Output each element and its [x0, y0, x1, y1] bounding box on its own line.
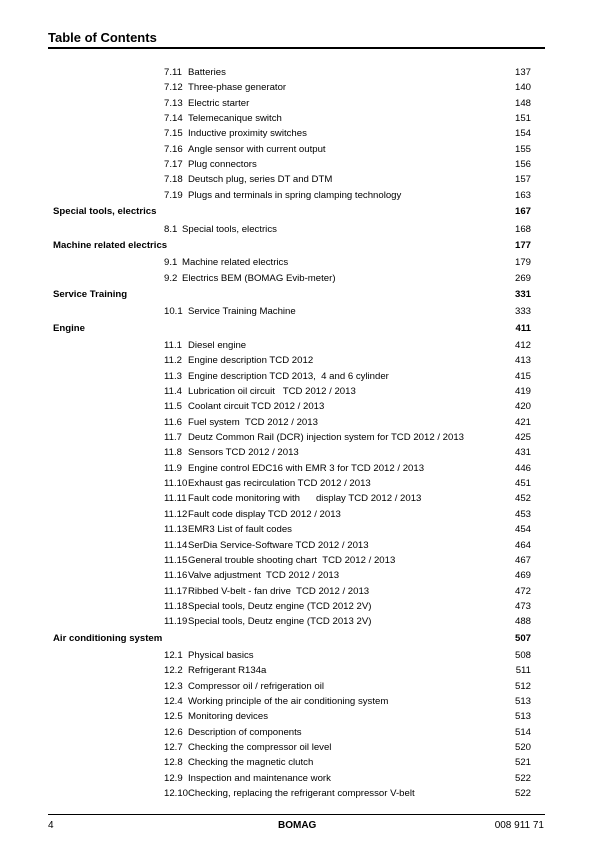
toc-entry-number: 12.1: [164, 649, 183, 661]
toc-page-number: 514: [514, 726, 531, 738]
toc-page-number: 469: [514, 570, 531, 582]
toc-section-title: Air conditioning system: [53, 632, 163, 644]
toc-entry-row: [0, 370, 604, 384]
toc-entry-row: [0, 787, 604, 801]
toc-entry-title: Valve adjustment TCD 2012 / 2013: [188, 570, 340, 582]
toc-entry-row: [0, 649, 604, 663]
toc-entry-number: 11.10: [164, 478, 188, 490]
toc-entry-number: 11.15: [164, 554, 188, 566]
toc-page-number: 488: [514, 616, 531, 628]
toc-page-number: 431: [514, 447, 531, 459]
toc-entry-title: Working principle of the air conditioning system: [188, 696, 389, 707]
toc-entry-number: 7.14: [164, 113, 183, 125]
toc-page-number: 269: [514, 272, 531, 284]
toc-entry-title: Ribbed V-belt - fan drive TCD 2012 / 2013: [188, 585, 370, 597]
toc-entry-title: Monitoring devices: [188, 711, 268, 723]
toc-entry-number: 12.9: [164, 772, 183, 784]
toc-entry-row: [0, 66, 604, 80]
toc-page-number: 155: [514, 143, 531, 155]
toc-page-number: 507: [514, 632, 531, 644]
toc-entry-row: [0, 305, 604, 319]
toc-entry-row: [0, 554, 604, 568]
toc-page-number: 333: [514, 306, 531, 318]
toc-page-number: 512: [514, 680, 531, 692]
toc-entry-number: 11.5: [164, 401, 182, 413]
toc-entry-row: [0, 695, 604, 709]
toc-page-number: 331: [514, 289, 531, 301]
toc-entry-row: [0, 726, 604, 740]
toc-page-number: 511: [515, 665, 531, 677]
toc-page-number: 148: [514, 97, 531, 109]
toc-section-row: [0, 239, 604, 253]
toc-entry-title: Exhaust gas recirculation TCD 2012 / 2013: [188, 478, 371, 490]
toc-entry-number: 7.11: [164, 67, 182, 78]
toc-entry-number: 7.17: [164, 159, 183, 171]
toc-entry-title: General trouble shooting chart TCD 2012 / 2013: [188, 554, 396, 566]
toc-entry-row: [0, 585, 604, 599]
toc-entry-title: Deutsch plug, series DT and DTM: [188, 174, 333, 186]
footer-doc-number: 008 911 71: [494, 820, 544, 831]
toc-entry-title: Plug connectors: [188, 159, 257, 171]
toc-entry-number: 7.13: [164, 97, 183, 109]
toc-entry-title: Fault code monitoring with display TCD 2012 / 2013: [188, 493, 422, 505]
toc-entry-row: [0, 400, 604, 414]
toc-page-number: 453: [514, 508, 531, 520]
toc-entry-number: 12.4: [164, 696, 183, 707]
toc-entry-row: [0, 615, 604, 629]
toc-section-title: Engine: [53, 322, 85, 334]
toc-entry-row: [0, 664, 604, 678]
toc-entry-title: Inspection and maintenance work: [188, 772, 331, 784]
toc-entry-number: 7.15: [164, 128, 183, 140]
toc-entry-row: [0, 431, 604, 445]
toc-entry-number: 11.6: [164, 416, 182, 428]
toc-entry-row: [0, 600, 604, 614]
toc-entry-row: [0, 272, 604, 286]
toc-page-number: 163: [514, 189, 531, 201]
toc-entry-number: 12.7: [164, 742, 183, 754]
toc-entry-number: 7.16: [164, 143, 183, 155]
toc-entry-title: Service Training Machine: [188, 306, 296, 318]
toc-entry-title: Engine control EDC16 with EMR 3 for TCD 2012 / 2013: [188, 462, 425, 474]
toc-entry-title: Inductive proximity switches: [188, 128, 307, 140]
toc-page-number: 140: [514, 82, 531, 94]
toc-page-number: 522: [514, 772, 531, 784]
toc-entry-row: [0, 756, 604, 770]
toc-page-number: 412: [514, 339, 531, 351]
toc-page-number: 137: [514, 67, 531, 78]
toc-entry-number: 11.1: [164, 339, 182, 351]
footer-brand: BOMAG: [278, 820, 317, 831]
toc-entry-row: [0, 354, 604, 368]
toc-entry-title: SerDia Service-Software TCD 2012 / 2013: [188, 539, 369, 551]
toc-page-number: 451: [514, 478, 531, 490]
toc-entry-row: [0, 385, 604, 399]
toc-entry-row: [0, 158, 604, 172]
toc-section-row: [0, 205, 604, 219]
toc-page-number: 420: [514, 401, 531, 413]
toc-page-number: 179: [514, 257, 531, 269]
toc-entry-row: [0, 462, 604, 476]
toc-section-row: [0, 322, 604, 336]
toc-entry-row: [0, 339, 604, 353]
toc-entry-title: Sensors TCD 2012 / 2013: [188, 447, 299, 459]
toc-entry-number: 11.8: [164, 447, 182, 459]
toc-entry-title: Special tools, electrics: [182, 223, 277, 235]
toc-entry-row: [0, 569, 604, 583]
toc-page-number: 167: [514, 206, 531, 218]
toc-entry-title: Checking, replacing the refrigerant compressor V-belt: [188, 788, 415, 800]
toc-page-number: 446: [514, 462, 531, 474]
page-title: Table of Contents: [48, 30, 157, 45]
toc-entry-title: Special tools, Deutz engine (TCD 2013 2V): [188, 616, 372, 628]
toc-entry-number: 11.9: [164, 462, 182, 474]
toc-entry-number: 7.19: [164, 189, 183, 201]
footer-rule: [48, 814, 545, 815]
toc-entry-number: 11.18: [164, 600, 188, 612]
toc-entry-row: [0, 710, 604, 724]
toc-entry-number: 11.13: [164, 524, 188, 536]
toc-entry-number: 12.8: [164, 757, 183, 769]
toc-entry-row: [0, 741, 604, 755]
toc-entry-row: [0, 112, 604, 126]
toc-page-number: 154: [514, 128, 531, 140]
toc-entry-row: [0, 97, 604, 111]
toc-section-row: [0, 288, 604, 302]
toc-entry-row: [0, 680, 604, 694]
toc-page-number: 472: [514, 585, 531, 597]
toc-entry-row: [0, 772, 604, 786]
toc-page-number: 454: [514, 524, 531, 536]
toc-entry-title: Description of components: [188, 726, 302, 738]
toc-entry-title: Diesel engine: [188, 339, 247, 351]
toc-page-number: 157: [514, 174, 531, 186]
toc-page-number: 415: [514, 370, 531, 382]
toc-entry-row: [0, 223, 604, 237]
toc-entry-number: 9.1: [164, 257, 178, 269]
toc-entry-title: Angle sensor with current output: [188, 143, 326, 155]
toc-entry-title: Machine related electrics: [182, 257, 289, 269]
toc-page-number: 421: [514, 416, 531, 428]
toc-page-number: 508: [514, 649, 531, 661]
toc-entry-row: [0, 416, 604, 430]
toc-section-title: Special tools, electrics: [53, 206, 157, 218]
toc-entry-title: Special tools, Deutz engine (TCD 2012 2V): [188, 600, 372, 612]
toc-entry-title: Lubrication oil circuit TCD 2012 / 2013: [188, 386, 356, 397]
toc-page-number: 521: [514, 757, 531, 769]
toc-page-number: 419: [514, 386, 531, 397]
toc-entry-title: Engine description TCD 2012: [188, 355, 314, 367]
toc-entry-number: 12.5: [164, 711, 183, 723]
toc-entry-number: 11.14: [164, 539, 188, 551]
toc-entry-title: Fuel system TCD 2012 / 2013: [188, 416, 318, 428]
toc-entry-title: Telemecanique switch: [188, 113, 282, 125]
toc-page-number: 522: [514, 788, 531, 800]
toc-entry-title: Refrigerant R134a: [188, 665, 267, 677]
toc-entry-title: Plugs and terminals in spring clamping technology: [188, 189, 402, 201]
toc-page-number: 151: [514, 113, 531, 125]
toc-page-number: 467: [514, 554, 531, 566]
toc-entry-row: [0, 173, 604, 187]
toc-entry-number: 11.11: [164, 493, 187, 505]
toc-entry-title: Electrics BEM (BOMAG Evib-meter): [182, 272, 336, 284]
toc-entry-title: Fault code display TCD 2012 / 2013: [188, 508, 341, 520]
toc-section-title: Machine related electrics: [53, 240, 168, 252]
toc-page-number: 413: [514, 355, 531, 367]
toc-section-row: [0, 632, 604, 646]
toc-entry-row: [0, 446, 604, 460]
toc-entry-number: 12.10: [164, 788, 189, 800]
toc-entry-title: Batteries: [188, 67, 226, 78]
toc-entry-row: [0, 523, 604, 537]
toc-entry-title: Three-phase generator: [188, 82, 287, 94]
toc-entry-title: Coolant circuit TCD 2012 / 2013: [188, 401, 325, 413]
toc-entry-number: 11.4: [164, 386, 182, 397]
toc-entry-title: EMR3 List of fault codes: [188, 524, 292, 536]
toc-page-number: 513: [514, 696, 531, 707]
toc-entry-title: Deutz Common Rail (DCR) injection system for TCD 2012 / 2013: [188, 432, 465, 444]
toc-entry-title: Checking the magnetic clutch: [188, 757, 314, 769]
toc-page-number: 513: [514, 711, 531, 723]
toc-entry-title: Electric starter: [188, 97, 250, 109]
toc-entry-number: 12.2: [164, 665, 183, 677]
toc-entry-row: [0, 256, 604, 270]
toc-section-title: Service Training: [53, 289, 128, 301]
toc-entry-number: 8.1: [164, 223, 178, 235]
toc-entry-number: 10.1: [164, 306, 183, 318]
toc-entry-row: [0, 477, 604, 491]
toc-entry-row: [0, 492, 604, 506]
toc-entry-title: Engine description TCD 2013, 4 and 6 cylinder: [188, 370, 389, 382]
toc-page-number: 425: [514, 432, 531, 444]
toc-page-number: 177: [514, 240, 531, 252]
toc-page-number: 168: [514, 223, 531, 235]
toc-entry-row: [0, 143, 604, 157]
toc-entry-number: 7.12: [164, 82, 183, 94]
toc-entry-title: Compressor oil / refrigeration oil: [188, 680, 324, 692]
toc-entry-title: Physical basics: [188, 649, 254, 661]
footer-page-number: 4: [48, 820, 54, 831]
toc-entry-number: 11.3: [164, 370, 182, 382]
toc-entry-row: [0, 189, 604, 203]
toc-page-number: 411: [515, 322, 531, 334]
toc-page-number: 473: [514, 600, 531, 612]
toc-entry-number: 11.16: [164, 570, 188, 582]
toc-page-number: 520: [514, 742, 531, 754]
toc-entry-row: [0, 127, 604, 141]
toc-entry-number: 11.17: [164, 585, 188, 597]
toc-entry-number: 11.2: [164, 355, 182, 367]
toc-page-number: 156: [514, 159, 531, 171]
toc-entry-row: [0, 539, 604, 553]
toc-entry-row: [0, 81, 604, 95]
toc-page-number: 452: [514, 493, 531, 505]
toc-entry-row: [0, 508, 604, 522]
toc-entry-number: 9.2: [164, 272, 178, 284]
toc-entry-number: 11.19: [164, 616, 188, 628]
toc-entry-number: 11.7: [164, 432, 182, 444]
toc-entry-number: 12.6: [164, 726, 183, 738]
toc-entry-number: 12.3: [164, 680, 183, 692]
toc-page-number: 464: [514, 539, 531, 551]
toc-entry-number: 7.18: [164, 174, 183, 186]
toc-entry-title: Checking the compressor oil level: [188, 742, 332, 754]
toc-entry-number: 11.12: [164, 508, 188, 520]
